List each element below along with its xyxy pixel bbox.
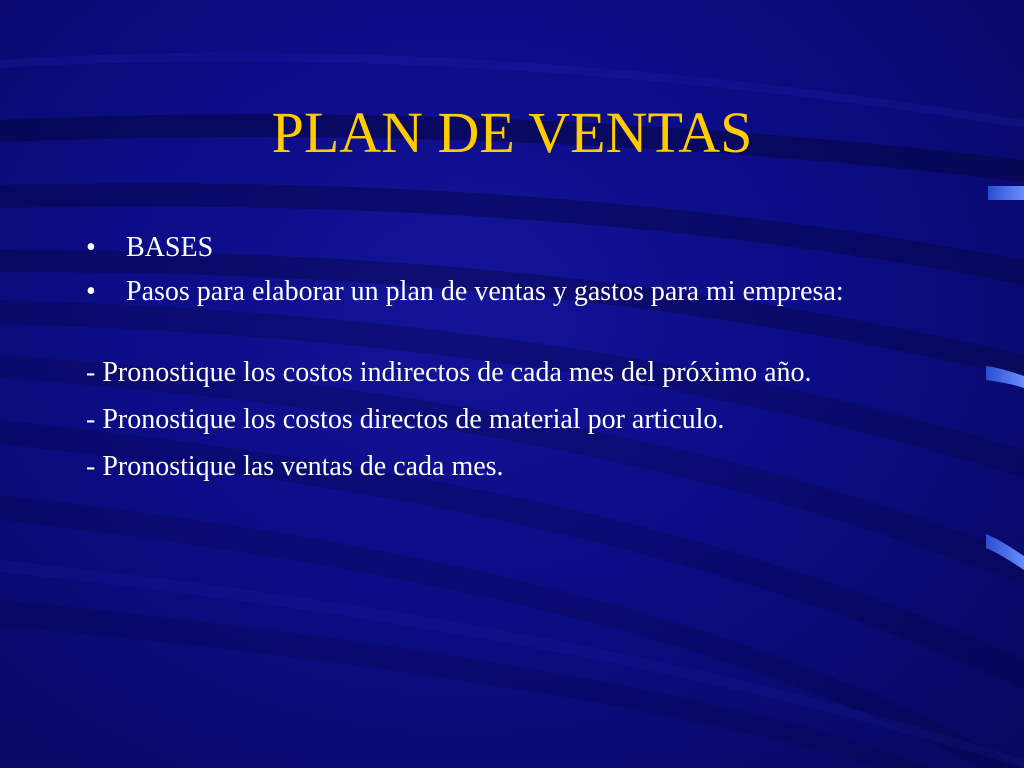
step-item: - Pronostique los costos directos de material por articulo.: [86, 404, 725, 435]
bullet-text: Pasos para elaborar un plan de ventas y gastos para mi empresa:: [126, 276, 844, 307]
bullet-item-bases: [86, 228, 946, 268]
bullet-item-pasos: [86, 272, 946, 312]
step-item: - Pronostique las ventas de cada mes.: [86, 451, 504, 482]
slide-body: [86, 228, 946, 494]
slide-title: PLAN DE VENTAS: [271, 100, 753, 165]
spacer: [86, 316, 946, 353]
step-item: - Pronostique los costos indirectos de cada mes del próximo año.: [86, 357, 812, 388]
bullet-icon: •: [86, 232, 96, 263]
bullet-icon: •: [86, 276, 96, 307]
bullet-text: BASES: [126, 232, 214, 263]
